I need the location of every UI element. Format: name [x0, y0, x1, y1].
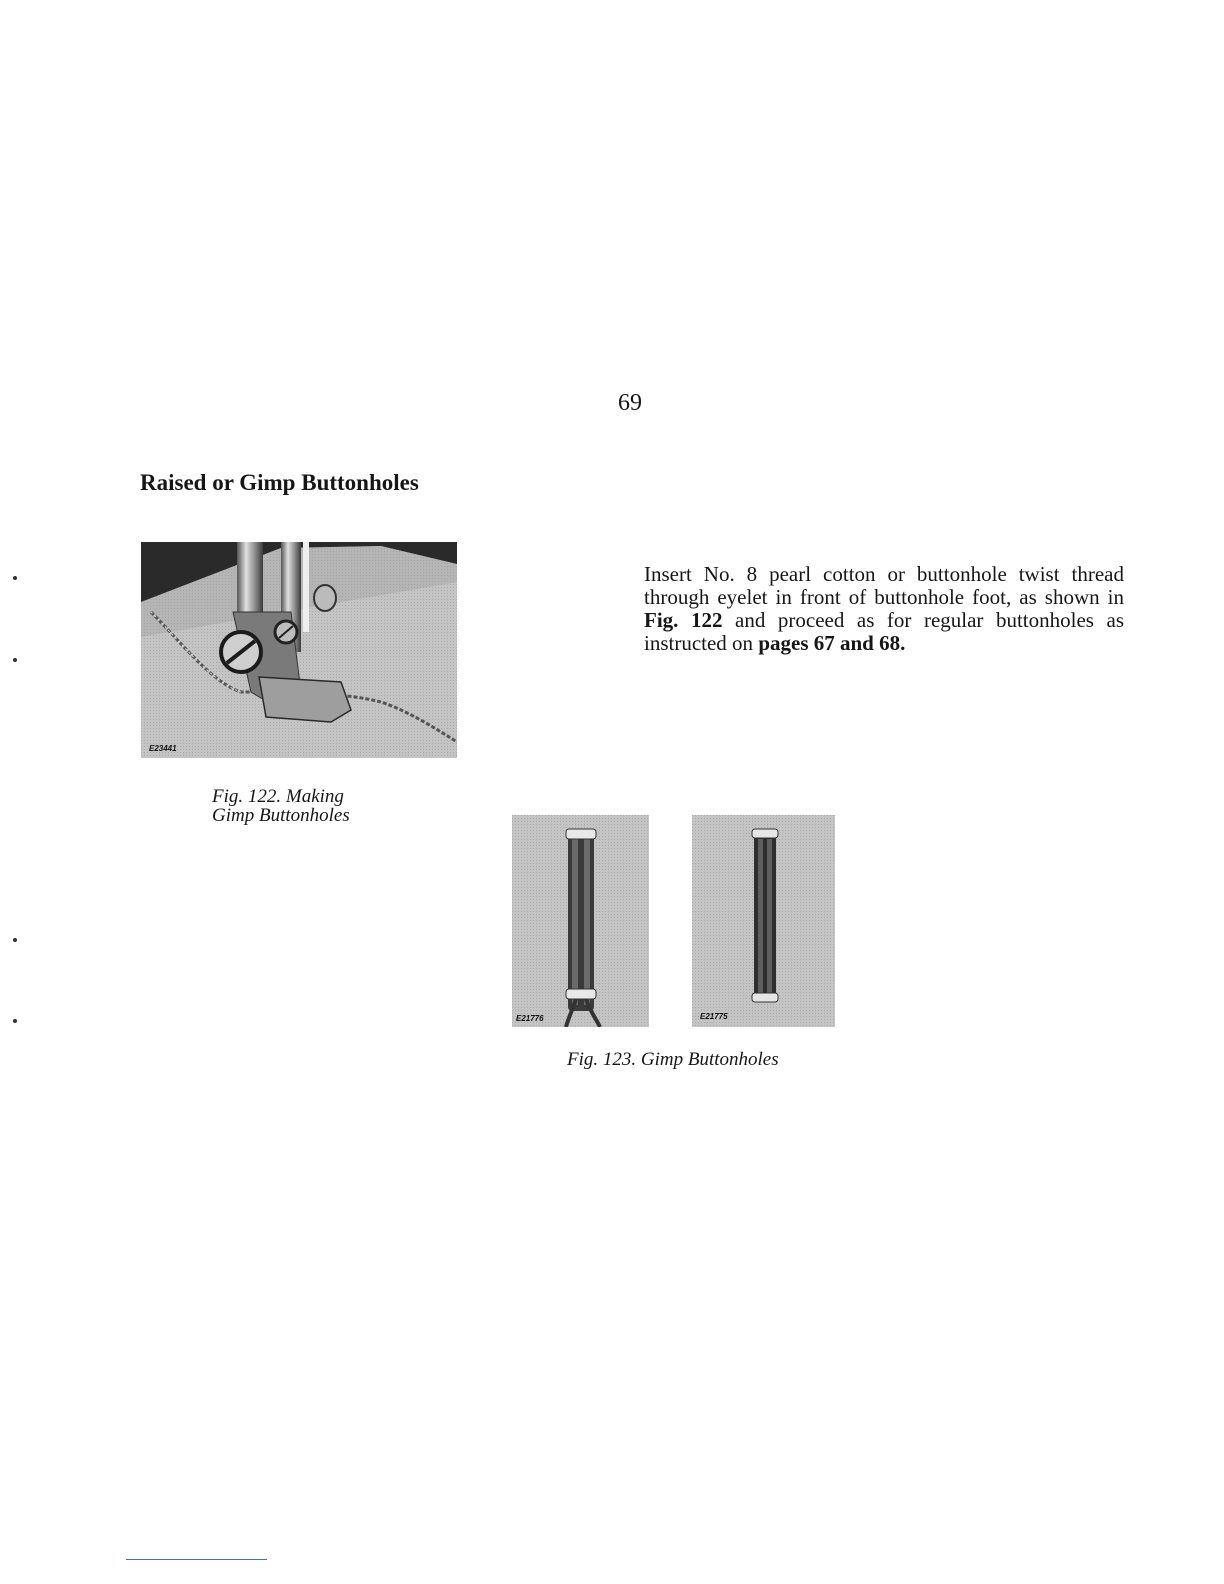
fig123-left-photo	[512, 815, 649, 1027]
fig122-caption	[212, 787, 350, 825]
footer-rule	[126, 1559, 267, 1560]
page-number: 69	[618, 390, 642, 416]
gimp-buttonhole-unfinished-illustration	[512, 815, 649, 1027]
body-text-part1: Insert No. 8 pearl cotton or buttonhole twist thread through eyelet in front of buttonhole foot, as shown in	[644, 562, 1124, 609]
margin-speck	[13, 576, 17, 580]
sewing-foot-illustration	[141, 542, 457, 758]
fig123-left-photo-id: E21776	[516, 1014, 544, 1023]
fig123-caption: Fig. 123. Gimp Buttonholes	[567, 1049, 779, 1070]
fig122-caption-line1: Fig. 122. Making	[212, 786, 344, 807]
fig122-caption-line2: Gimp Buttonholes	[212, 805, 350, 826]
margin-speck	[13, 658, 17, 662]
fig122-photo	[141, 542, 457, 758]
fig123-right-photo-id: E21775	[700, 1012, 728, 1021]
fig122-photo-id: E23441	[149, 744, 177, 753]
section-heading: Raised or Gimp Buttonholes	[140, 470, 419, 495]
body-text-part2: and proceed as for regular buttonholes as instructed on	[644, 608, 1124, 655]
margin-speck	[13, 1019, 17, 1023]
gimp-buttonhole-finished-illustration	[692, 815, 835, 1027]
fig-reference: Fig. 122	[644, 608, 723, 632]
pages-reference: pages 67 and 68.	[758, 631, 906, 655]
fig123-right-photo	[692, 815, 835, 1027]
margin-speck	[13, 938, 17, 942]
body-paragraph	[644, 563, 1124, 655]
